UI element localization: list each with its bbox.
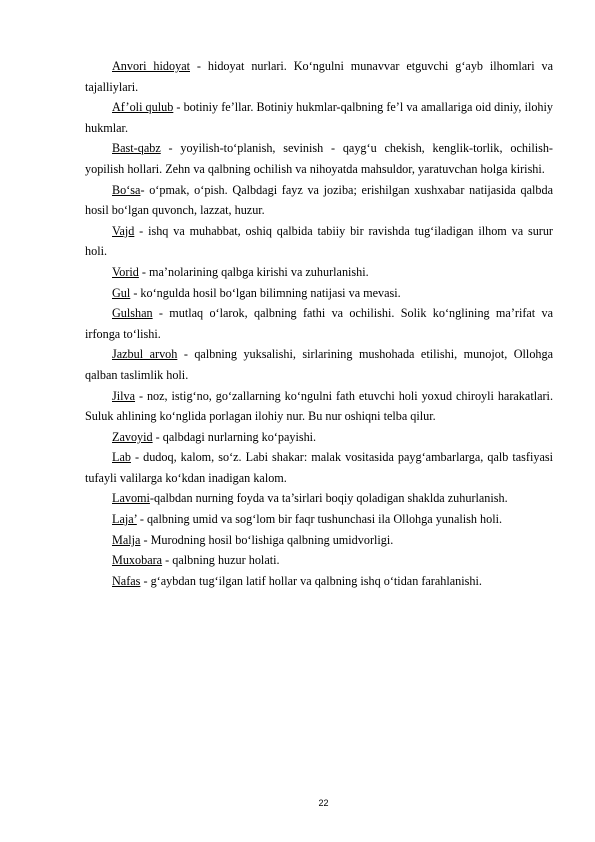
- glossary-definition: - qalbning huzur holati.: [162, 553, 280, 568]
- glossary-entry: [85, 571, 553, 592]
- glossary-definition: - dudoq, kalom, so‘z. Labi shakar: malak vositasida payg‘ambarlarga, qalb tasfiyasi tufayli valilarga ko‘kdan inadigan kalom.: [85, 450, 553, 485]
- glossary-term: Gulshan: [112, 306, 153, 321]
- glossary-term: Af’oli qulub: [112, 100, 174, 115]
- glossary-definition: - hidoyat nurlari. Ko‘ngulni munavvar etguvchi g‘ayb ilhomlari va tajalliylari.: [85, 59, 553, 94]
- glossary-term: Anvori hidoyat: [112, 59, 190, 73]
- glossary-term: Lab: [112, 450, 131, 465]
- glossary-definition: - ma’nolarining qalbga kirishi va zuhurlanishi.: [138, 264, 369, 279]
- glossary-term: Gul: [112, 285, 131, 300]
- glossary-entry: [85, 509, 553, 530]
- glossary-term: Jazbul arvoh: [112, 347, 178, 362]
- glossary-definition: - ko‘ngulda hosil bo‘lgan bilimning natijasi va mevasi.: [130, 285, 401, 300]
- glossary-entry: [85, 97, 553, 138]
- glossary-definition: - qalbning umid va sog‘lom bir faqr tushunchasi ila Ollohga yunalish holi.: [136, 512, 503, 527]
- glossary-entry: [85, 180, 553, 221]
- glossary-entry: [85, 138, 553, 179]
- glossary-entry: [85, 447, 553, 488]
- glossary-entry: [85, 530, 553, 551]
- glossary-definition: - noz, istig‘no, go‘zallarning ko‘ngulni fath etuvchi holi yoxud chiroyli harakatlari. Suluk ahlining ko‘nglida porlagan ilohiy nur. Bu nur oshiqni telba qilur.: [85, 388, 553, 424]
- glossary-entry: [85, 488, 553, 509]
- glossary-definition: - botiniy fe’llar. Botiniy hukmlar-qalbning fe’l va amallariga oid diniy, ilohiy hukmlar.: [85, 100, 554, 135]
- glossary-entry: [85, 262, 553, 283]
- glossary-term: Zavoyid: [112, 429, 153, 444]
- glossary-entry: [85, 427, 553, 448]
- glossary-entry: [85, 386, 553, 427]
- glossary-definition: - qalbdagi nurlarning ko‘payishi.: [152, 429, 317, 444]
- glossary-definition: - g‘aybdan tug‘ilgan latif hollar va qalbning ishq o‘tidan farahlanishi.: [140, 573, 482, 588]
- glossary-term: Nafas: [112, 573, 141, 588]
- glossary-term: Vajd: [112, 223, 135, 238]
- glossary-entry: [85, 344, 553, 385]
- glossary-term: Muxobara: [112, 553, 163, 568]
- glossary-entry: [85, 56, 553, 97]
- glossary-page: [85, 56, 553, 591]
- glossary-definition: - mutlaq o‘larok, qalbning fathi va ochilishi. Solik ko‘nglining ma’rifat va irfonga to‘lishi.: [85, 306, 553, 341]
- glossary-entry: [85, 221, 553, 262]
- glossary-term: Lavomi: [112, 491, 150, 506]
- glossary-term: Malja: [112, 532, 141, 547]
- glossary-definition: - qalbning yuksalishi, sirlarining mushohada etilishi, munojot, Ollohga qalban taslimlik holi.: [85, 347, 554, 382]
- glossary-term: Bast-qabz: [112, 141, 161, 156]
- glossary-term: Bo‘sa: [112, 182, 141, 197]
- glossary-term: Jilva: [112, 388, 136, 403]
- glossary-definition: -qalbdan nurning foyda va ta’sirlari boqiy qoladigan shaklda zuhurlanish.: [149, 491, 508, 506]
- glossary-definition: - o‘pmak, o‘pish. Qalbdagi fayz va joziba; erishilgan xushxabar natijasida qalbda hosil bo‘lgan quvonch, lazzat, huzur.: [85, 182, 553, 218]
- glossary-definition: - ishq va muhabbat, oshiq qalbida tabiiy bir ravishda tug‘iladigan ilhom va surur holi.: [85, 223, 553, 259]
- glossary-entry: [85, 550, 553, 571]
- glossary-entry: [85, 303, 553, 344]
- page-number: 22: [318, 798, 329, 808]
- glossary-entry: [85, 283, 553, 304]
- glossary-definition: - Murodning hosil bo‘lishiga qalbning umidvorligi.: [140, 532, 394, 547]
- glossary-definition: - yoyilish-to‘planish, sevinish - qayg‘u chekish, kenglik-torlik, ochilish-yopilish hollari. Zehn va qalbning ochilish va nihoyatda mahsuldor, yaratuvchan holga kirishi.: [85, 141, 553, 176]
- glossary-term: Vorid: [112, 264, 139, 279]
- glossary-term: Laja’: [112, 512, 137, 527]
